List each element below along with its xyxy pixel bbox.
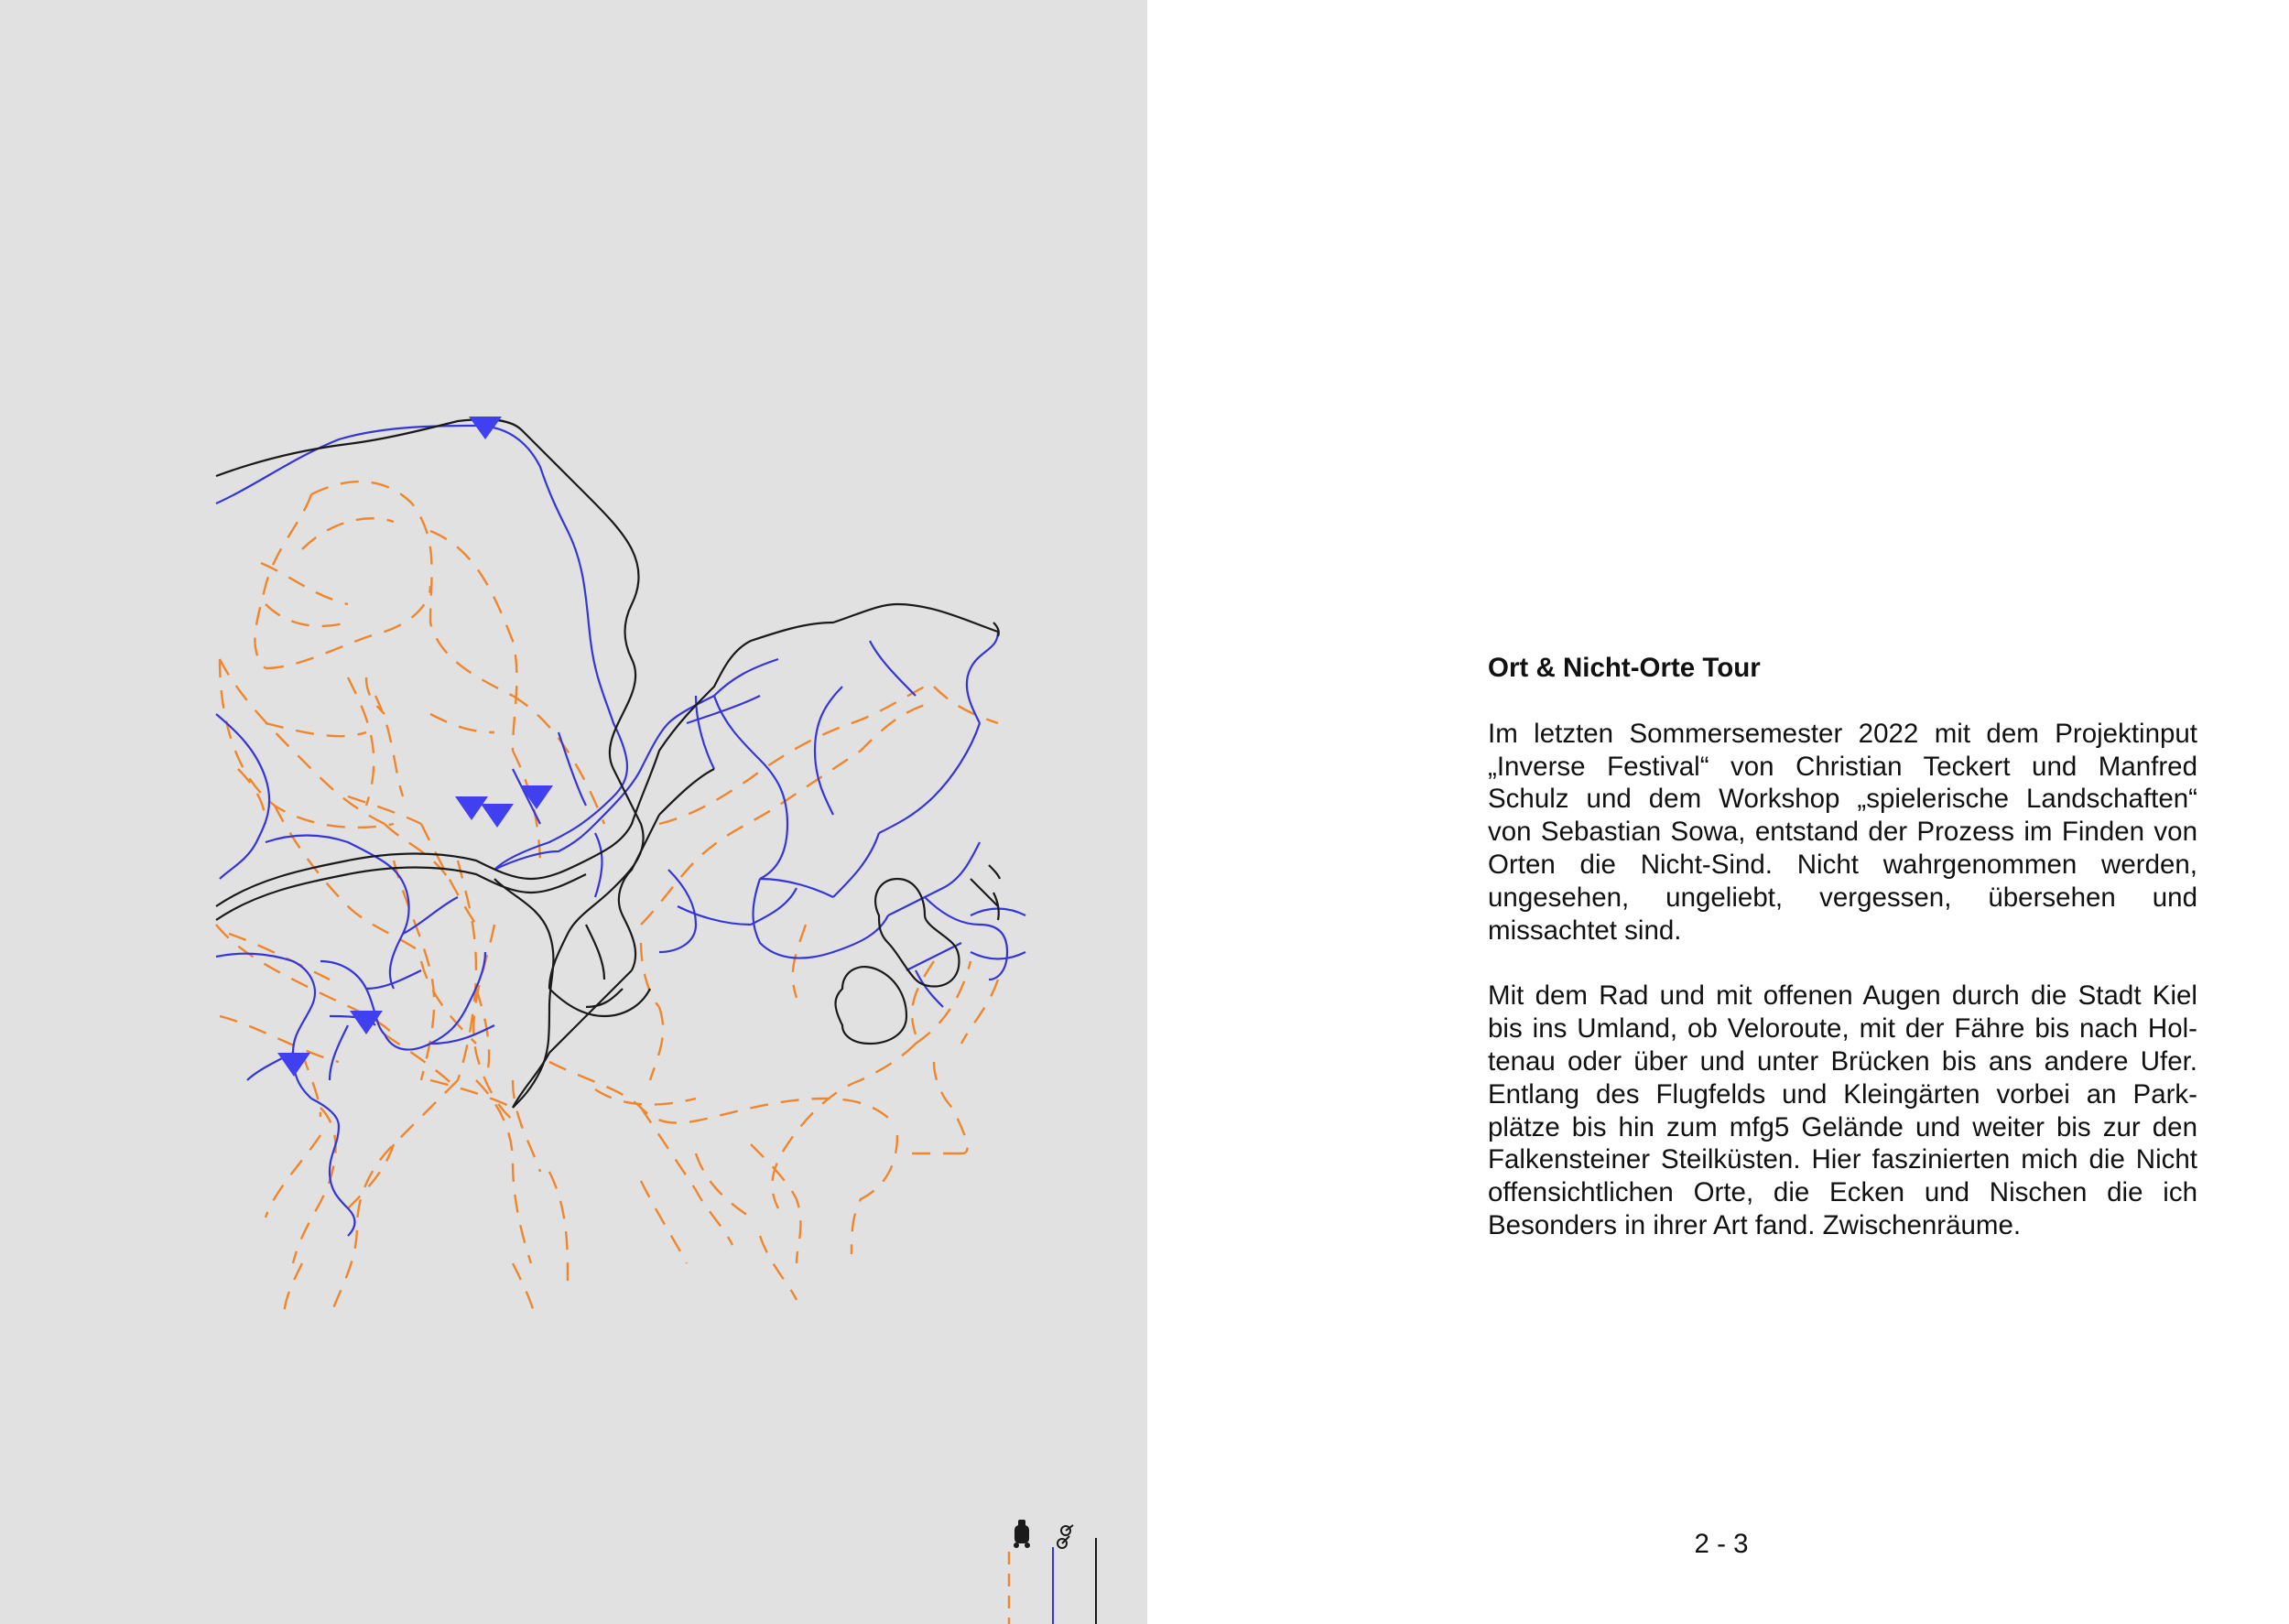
location-markers xyxy=(277,417,553,1077)
car-icon xyxy=(1014,1520,1030,1548)
location-marker[interactable] xyxy=(481,804,514,828)
article-paragraph-1: Im letzten Sommersemester 2022 mit dem Projektinput „Inverse Festival“ von Christian Teckert und Manfred Schulz und dem Workshop „spielerische Landschaften“ von Sebastian Sowa, entstand der Prozess im Finden von Orten die Nicht-Sind. Nicht wahrgenommen werden, ungesehen, ungeliebt, vergessen, übersehen und missachtet sind. xyxy=(1488,718,2197,946)
article xyxy=(1488,652,2197,1275)
location-marker[interactable] xyxy=(455,796,488,820)
location-marker[interactable] xyxy=(520,785,553,809)
roads-and-coastline xyxy=(216,419,1000,1108)
page-number: 2 - 3 xyxy=(1694,1529,1749,1559)
map-legend xyxy=(1009,1538,1096,1624)
article-title: Ort & Nicht-Orte Tour xyxy=(1488,653,1761,683)
article-paragraph-2: Mit dem Rad und mit offenen Augen durch die Stadt Kiel bis ins Umland, ob Veloroute, mit der Fähre bis nach Hol-tenau oder über und unter Brücken bis ans andere Ufer. Entlang des Flugfelds und Kleingärten vorbei an Park-plätze bis hin zum mfg5 Gelände und weiter bis zur den Falkensteiner Steilküsten. Hier faszinierten mich die Nicht offensichtlichen Orte, die Ecken und Nischen die ich Besonders in ihrer Art fand. Zwischenräume. xyxy=(1488,980,2197,1240)
waterways xyxy=(216,426,1025,1236)
bicycle-icon xyxy=(1058,1525,1073,1548)
